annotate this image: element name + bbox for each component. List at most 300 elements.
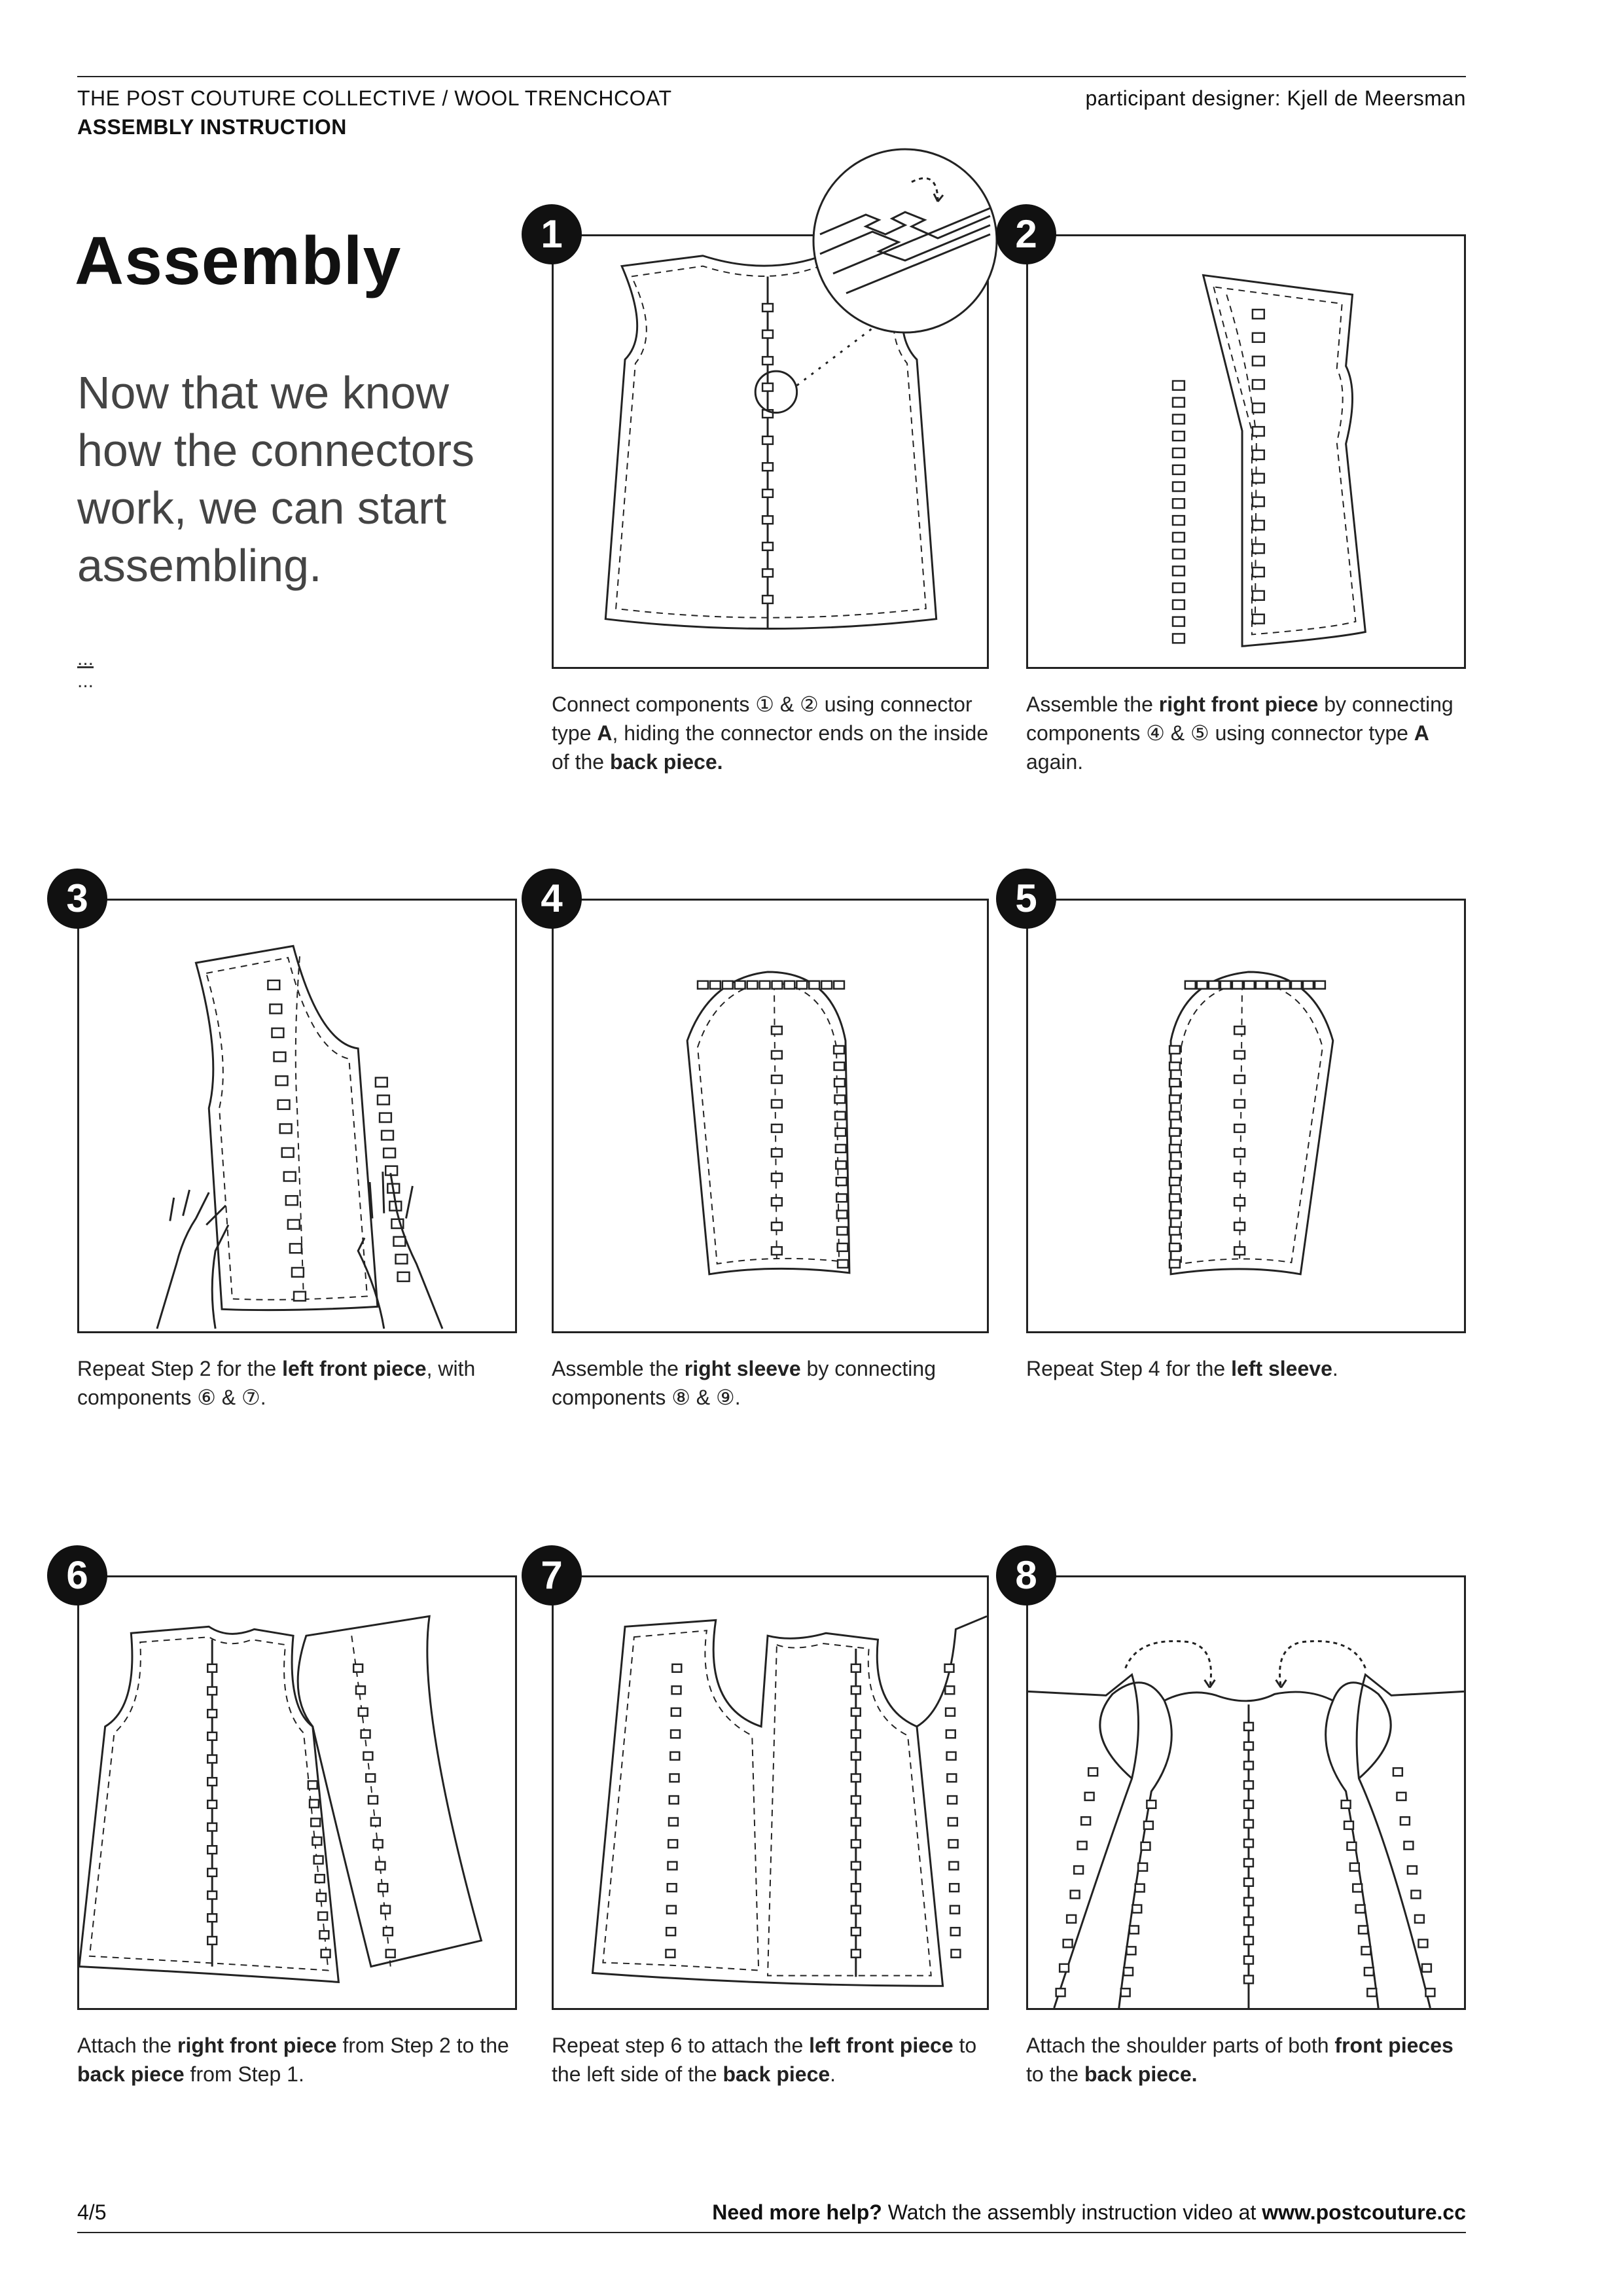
connector-tab <box>772 1026 782 1034</box>
connector-tab <box>363 1752 372 1760</box>
step-3-caption <box>77 1354 535 1412</box>
step-6-illustration <box>77 1575 517 2010</box>
connector-tab <box>949 1840 958 1848</box>
help-line <box>712 2200 1466 2225</box>
connector-tab <box>821 981 832 989</box>
connector-tab <box>851 1928 861 1935</box>
connector-tab <box>835 1112 846 1120</box>
connector-tab <box>1173 634 1185 643</box>
connector-tab <box>1234 1051 1245 1059</box>
help-label: Need more help? <box>712 2200 882 2224</box>
connector-tab <box>378 1096 389 1105</box>
connector-tab <box>1404 1842 1413 1850</box>
caption-fragment: Attach the <box>77 2034 177 2057</box>
connector-tab <box>353 1664 363 1672</box>
connector-tab <box>382 1131 393 1140</box>
connector-tab <box>851 1708 861 1716</box>
attach-left-front-diagram <box>554 1577 987 2008</box>
connector-tab <box>207 1846 217 1854</box>
connector-tab <box>1173 448 1185 457</box>
connector-tab <box>317 1893 326 1901</box>
connector-tab <box>784 981 794 989</box>
connector-tab <box>772 1075 782 1083</box>
connector-tab <box>762 463 773 471</box>
connector-tab <box>315 1874 325 1882</box>
connector-tab <box>762 437 773 444</box>
connector-tab <box>308 1781 317 1789</box>
connector-tab <box>1356 1905 1365 1913</box>
connector-tab <box>374 1840 383 1848</box>
connector-tab <box>1244 1781 1253 1789</box>
connector-tab <box>207 1823 217 1831</box>
caption-fragment: back piece. <box>1084 2062 1198 2086</box>
connector-tab <box>321 1950 330 1958</box>
connector-tab <box>837 1211 847 1219</box>
connector-tab <box>1253 333 1264 342</box>
connector-tab <box>1169 1194 1180 1202</box>
connector-tab <box>1173 482 1185 492</box>
caption-fragment: Attach the shoulder parts of both <box>1026 2034 1335 2057</box>
connector-tab <box>836 1161 846 1169</box>
caption-fragment: , hiding the connector ends on the inside of the <box>552 721 989 774</box>
connector-tab <box>1130 1926 1139 1933</box>
caption-fragment: Repeat Step 2 for the <box>77 1357 283 1380</box>
connector-tab <box>1244 981 1255 989</box>
step-8-illustration <box>1026 1575 1466 2010</box>
step-number-6: 6 <box>47 1545 107 1605</box>
caption-fragment: ⑧ <box>671 1386 690 1409</box>
connector-tab <box>207 1664 217 1672</box>
step-6-caption <box>77 2031 535 2089</box>
connector-tab <box>1232 981 1243 989</box>
connector-tab <box>851 1730 861 1738</box>
step-7-caption <box>552 2031 1010 2089</box>
connector-tab <box>280 1124 292 1133</box>
caption-fragment: ⑦ <box>241 1386 260 1409</box>
connector-tab <box>1244 1839 1253 1847</box>
connector-tab <box>1244 1878 1253 1886</box>
caption-fragment: & <box>690 1386 717 1409</box>
connector-tab <box>1422 1964 1431 1972</box>
connector-tab <box>760 981 770 989</box>
connector-tab <box>1169 1211 1180 1219</box>
connector-tab <box>310 1800 319 1808</box>
connector-tab <box>207 1801 217 1808</box>
caption-fragment: using connector type <box>552 692 972 745</box>
caption-fragment: to the left side of the <box>552 2034 977 2086</box>
connector-tab <box>207 1755 217 1763</box>
step-4-illustration <box>552 899 989 1333</box>
caption-fragment: & <box>1164 721 1191 745</box>
caption-fragment: by connecting components <box>552 1357 936 1409</box>
product-name: WOOL TRENCHCOAT <box>454 86 672 110</box>
connector-tab <box>949 1862 958 1870</box>
caption-fragment: back piece. <box>609 750 723 774</box>
caption-fragment: Connect components <box>552 692 756 716</box>
connector-tab <box>396 1255 408 1264</box>
connector-tab <box>1234 1198 1245 1206</box>
connector-tab <box>1244 1859 1253 1867</box>
connector-tab <box>834 981 844 989</box>
connector-tab <box>672 1664 681 1672</box>
connector-tab <box>772 1149 782 1157</box>
designer-credit: participant designer: Kjell de Meersman <box>1085 86 1466 110</box>
connector-tab <box>1397 1793 1406 1801</box>
connector-tab <box>274 1052 286 1062</box>
caption-fragment: Assemble the <box>1026 692 1159 716</box>
caption-fragment: left sleeve <box>1231 1357 1332 1380</box>
connector-tab <box>272 1028 284 1037</box>
connector-tab <box>1169 1145 1180 1153</box>
connector-tab <box>393 1237 405 1246</box>
connector-tab <box>383 1928 393 1935</box>
connector-tab <box>1173 617 1185 626</box>
connector-tab <box>1185 981 1196 989</box>
intro-line: Now that we know <box>77 367 450 418</box>
connector-tab <box>836 1145 846 1153</box>
caption-fragment: Assemble the <box>552 1357 685 1380</box>
connector-tab <box>314 1856 323 1864</box>
connector-tab <box>951 1950 960 1958</box>
caption-fragment: left front piece <box>809 2034 954 2057</box>
connector-tab <box>1138 1863 1147 1871</box>
connector-tab <box>1425 1988 1435 1996</box>
connector-tab <box>747 981 758 989</box>
connector-tab <box>838 1244 848 1251</box>
connector-tab <box>1253 591 1264 600</box>
connector-tab <box>378 1884 387 1892</box>
header-left <box>77 84 672 141</box>
connector-tab <box>1253 357 1264 366</box>
connector-tab <box>945 1686 954 1694</box>
caption-fragment: using connector type <box>1209 721 1414 745</box>
connector-tab <box>270 1004 281 1013</box>
caption-fragment: back piece <box>722 2062 830 2086</box>
connector-tab <box>772 1198 782 1206</box>
connector-tab <box>948 1818 957 1826</box>
connector-tab <box>669 1818 678 1826</box>
connector-tab <box>1209 981 1219 989</box>
connector-tab <box>837 1227 847 1235</box>
connector-tab <box>1244 1820 1253 1828</box>
connector-tab <box>772 1100 782 1108</box>
connector-tab <box>398 1272 410 1282</box>
connector-tab <box>1169 1227 1180 1235</box>
connector-tab <box>762 304 773 312</box>
connector-tab <box>1197 981 1207 989</box>
step-5-illustration <box>1026 899 1466 1333</box>
caption-fragment: ⑨ <box>716 1386 735 1409</box>
connector-tab <box>1081 1817 1090 1825</box>
connector-tab <box>1169 1161 1180 1169</box>
connector-tab <box>672 1686 681 1694</box>
connector-tab <box>1121 1988 1130 1996</box>
connector-tab <box>1303 981 1313 989</box>
connector-tab <box>1169 1095 1180 1103</box>
connector-tab <box>762 543 773 550</box>
connector-tab <box>1124 1967 1133 1975</box>
connector-tab <box>668 1840 677 1848</box>
connector-tab <box>772 1174 782 1181</box>
connector-tab <box>1169 1062 1180 1070</box>
connector-tab <box>834 1079 845 1086</box>
connector-tab <box>294 1292 306 1301</box>
step-2-caption <box>1026 690 1471 776</box>
connector-tab <box>1169 1177 1180 1185</box>
connector-tab <box>1268 981 1278 989</box>
connector-tab <box>1173 465 1185 475</box>
connector-tab <box>381 1906 390 1914</box>
attach-shoulders-diagram <box>1028 1577 1464 2008</box>
connector-tab <box>762 357 773 365</box>
connector-tab <box>1415 1915 1424 1923</box>
connector-tab <box>834 1046 844 1054</box>
connector-tab <box>671 1708 681 1716</box>
connector-tab <box>1234 1124 1245 1132</box>
connector-tab <box>1256 981 1266 989</box>
caption-fragment: right front piece <box>1158 692 1319 716</box>
connector-tab <box>312 1837 321 1845</box>
caption-fragment: again. <box>1026 750 1084 774</box>
connector-tab <box>376 1078 387 1087</box>
step-number-7: 7 <box>522 1545 582 1605</box>
connector-tab <box>1244 1937 1253 1945</box>
connector-tab <box>762 384 773 391</box>
connector-tab <box>851 1796 861 1804</box>
connector-tab <box>1234 1149 1245 1157</box>
connector-tab <box>1347 1842 1356 1850</box>
connector-tab <box>762 490 773 497</box>
caption-fragment: . <box>830 2062 836 2086</box>
connector-tab <box>1353 1884 1362 1892</box>
connector-tab <box>698 981 708 989</box>
connector-tab <box>666 1950 675 1958</box>
connector-tab <box>1400 1817 1410 1825</box>
section-title: ASSEMBLY INSTRUCTION <box>77 115 347 139</box>
connector-tab <box>1141 1842 1150 1850</box>
connector-tab <box>1234 1174 1245 1181</box>
connector-tab <box>948 1796 957 1804</box>
connector-tab <box>1253 310 1264 319</box>
connector-tab <box>1169 1128 1180 1136</box>
connector-tab <box>772 1051 782 1059</box>
connector-tab <box>1408 1866 1417 1874</box>
connector-tab <box>1253 450 1264 459</box>
connector-tab <box>288 1220 300 1229</box>
connector-tab <box>1132 1905 1141 1913</box>
connector-tab <box>836 1177 847 1185</box>
intro-line: work, we can start <box>77 482 447 533</box>
connector-tab <box>361 1730 370 1738</box>
caption-fragment: & <box>215 1386 242 1409</box>
connector-tab <box>1173 516 1185 525</box>
connector-tab <box>1067 1915 1076 1923</box>
step-2-illustration <box>1026 234 1466 669</box>
connector-tab <box>207 1892 217 1899</box>
connector-tab <box>207 1687 217 1695</box>
connector-tab <box>1127 1946 1136 1954</box>
connector-tab <box>1147 1801 1156 1808</box>
connector-tab <box>318 1912 327 1920</box>
connector-tab <box>268 980 279 990</box>
step-number-2: 2 <box>996 204 1056 264</box>
connector-tab <box>319 1931 329 1939</box>
caption-fragment: ② <box>800 692 819 716</box>
page-title: Assembly <box>75 223 402 299</box>
caption-fragment: left front piece <box>282 1357 427 1380</box>
connector-tab <box>851 1906 861 1914</box>
connector-tab <box>851 1664 861 1672</box>
connector-tab <box>671 1730 680 1738</box>
help-text: Watch the assembly instruction video at <box>882 2200 1262 2224</box>
caption-fragment: back piece <box>77 2062 185 2086</box>
connector-tab <box>356 1686 365 1694</box>
connector-tab <box>945 1664 954 1672</box>
connector-tab <box>851 1752 861 1760</box>
connector-tab <box>670 1752 679 1760</box>
connector-tab <box>835 1128 846 1136</box>
intro-text <box>77 364 548 594</box>
connector-tab <box>1367 1988 1376 1996</box>
connector-tab <box>1074 1866 1083 1874</box>
caption-fragment: A <box>597 721 613 745</box>
caption-fragment: by connecting components <box>1026 692 1454 745</box>
caption-fragment: Repeat Step 4 for the <box>1026 1357 1232 1380</box>
connector-tab <box>1253 615 1264 624</box>
connector-tab <box>1063 1939 1073 1947</box>
connector-tab <box>1359 1926 1368 1933</box>
right-sleeve-diagram <box>554 901 987 1331</box>
connector-tab <box>772 1247 782 1255</box>
step-8-caption <box>1026 2031 1471 2089</box>
connector-tab <box>207 1732 217 1740</box>
connector-tab <box>1253 403 1264 412</box>
connector-tab <box>1173 533 1185 542</box>
connector-tab <box>667 1906 676 1914</box>
connector-tab <box>670 1774 679 1782</box>
connector-tab <box>950 1906 959 1914</box>
connector-tab <box>946 1730 955 1738</box>
connector-tab <box>1169 1260 1180 1268</box>
connector-tab <box>1234 1247 1245 1255</box>
connector-tab <box>1085 1793 1094 1801</box>
connector-tab <box>386 1950 395 1958</box>
connector-tab <box>1291 981 1302 989</box>
caption-fragment: & <box>774 692 800 716</box>
ellipsis-notes <box>77 648 94 692</box>
connector-tab <box>1244 1742 1253 1750</box>
connector-tab <box>1234 1026 1245 1034</box>
step-3-illustration <box>77 899 517 1333</box>
connector-tab <box>1173 381 1185 390</box>
connector-tab <box>1244 1917 1253 1925</box>
connector-zoom-callout <box>807 143 1003 339</box>
connector-tab <box>1350 1863 1359 1871</box>
connector-tab <box>1411 1891 1420 1899</box>
connector-tab <box>1056 1988 1065 1996</box>
connector-tab <box>371 1818 380 1826</box>
connector-tab <box>290 1244 302 1253</box>
connector-tab <box>276 1076 288 1085</box>
left-sleeve-diagram <box>1028 901 1464 1331</box>
connector-tab <box>1279 981 1290 989</box>
step-number-8: 8 <box>996 1545 1056 1605</box>
connector-tab <box>1173 600 1185 609</box>
connector-tab <box>772 1223 782 1230</box>
connector-tab <box>762 331 773 338</box>
connector-tab <box>368 1796 378 1804</box>
connector-tab <box>950 1884 959 1892</box>
connector-tab <box>947 1752 956 1760</box>
step-number-5: 5 <box>996 869 1056 929</box>
connector-tab <box>1078 1842 1087 1850</box>
connector-tab <box>1234 1223 1245 1230</box>
connector-tab <box>851 1818 861 1826</box>
connector-tab <box>1169 1244 1180 1251</box>
step-number-1: 1 <box>522 204 582 264</box>
connector-tab <box>947 1774 956 1782</box>
connector-tab <box>669 1796 679 1804</box>
connector-tab <box>1244 1761 1253 1769</box>
connector-tab <box>1144 1821 1153 1829</box>
connector-tab <box>292 1268 304 1277</box>
connector-tab <box>207 1937 217 1945</box>
connector-tab <box>1253 427 1264 436</box>
ellipsis: ... <box>77 648 94 670</box>
connector-tab <box>284 1172 296 1181</box>
connector-tab <box>383 1149 395 1158</box>
step-4-caption <box>552 1354 1003 1412</box>
connector-tab <box>376 1862 385 1870</box>
connector-tab <box>666 1928 675 1935</box>
connector-tab <box>1173 499 1185 508</box>
connector-tab <box>851 1686 861 1694</box>
connector-tab <box>1244 1898 1253 1906</box>
caption-fragment: A <box>1414 721 1429 745</box>
connector-tab <box>366 1774 375 1782</box>
connector-tab <box>762 569 773 577</box>
connector-tab <box>1362 1946 1371 1954</box>
left-front-piece-diagram <box>79 901 515 1331</box>
connector-tab <box>1253 520 1264 529</box>
connector-tab <box>1244 1956 1253 1964</box>
connector-tab <box>735 981 745 989</box>
connector-tab <box>1342 1801 1351 1808</box>
connector-tab <box>722 981 733 989</box>
caption-fragment: ④ <box>1146 721 1165 745</box>
connector-tab <box>1169 1046 1180 1054</box>
caption-fragment: Repeat step 6 to attach the <box>552 2034 810 2057</box>
connector-tab <box>1244 1975 1253 1983</box>
step-1-caption <box>552 690 1003 776</box>
connector-tab <box>838 1260 848 1268</box>
website-link[interactable]: www.postcouture.cc <box>1262 2200 1466 2224</box>
connector-tab <box>951 1928 960 1935</box>
connector-tab <box>851 1950 861 1958</box>
connector-tab <box>710 981 721 989</box>
connector-tab <box>1173 398 1185 407</box>
ellipsis: ... <box>77 670 94 692</box>
page-number: 4/5 <box>77 2200 107 2224</box>
caption-fragment: front pieces <box>1334 2034 1454 2057</box>
connector-tab <box>851 1884 861 1892</box>
connector-tab <box>851 1862 861 1870</box>
attach-right-front-diagram <box>79 1577 515 2008</box>
connector-tab <box>762 516 773 524</box>
connector-tab <box>1173 550 1185 559</box>
collective-name: THE POST COUTURE COLLECTIVE <box>77 86 437 110</box>
caption-fragment: ① <box>755 692 774 716</box>
